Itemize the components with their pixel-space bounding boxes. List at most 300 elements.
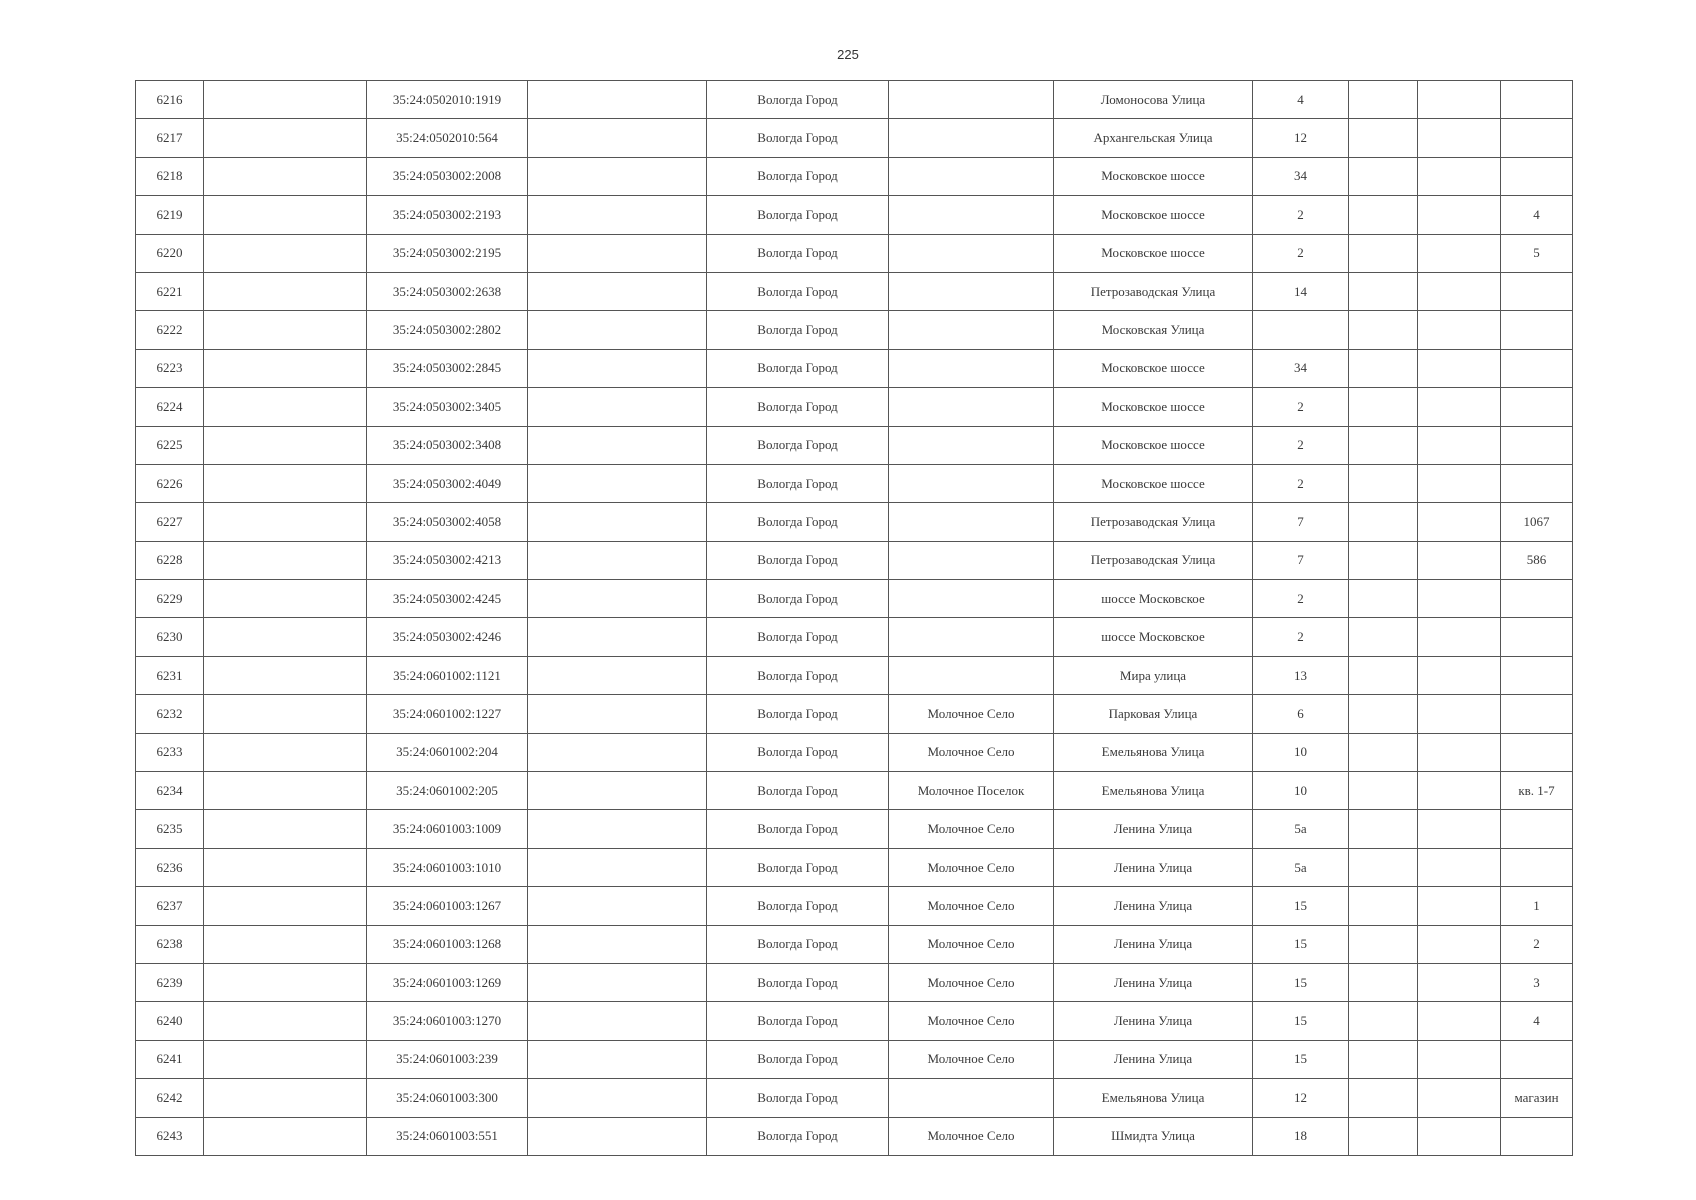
empty-cell [528,1117,707,1155]
empty-cell [1349,119,1418,157]
table-row [136,772,1573,810]
house-number-cell: 2 [1253,388,1349,426]
empty-cell [204,464,367,502]
row-number-cell: 6218 [136,157,204,195]
locality-cell [889,1079,1054,1117]
city-cell: Вологда Город [707,503,889,541]
house-number-cell: 2 [1253,426,1349,464]
empty-cell [528,772,707,810]
empty-cell [528,887,707,925]
empty-cell [528,119,707,157]
house-number-cell: 14 [1253,272,1349,310]
locality-cell: Молочное Село [889,848,1054,886]
empty-cell [204,157,367,195]
apartment-cell [1501,656,1573,694]
locality-cell [889,426,1054,464]
empty-cell [1418,1079,1501,1117]
street-cell: Ленина Улица [1054,810,1253,848]
city-cell: Вологда Город [707,464,889,502]
city-cell: Вологда Город [707,772,889,810]
city-cell: Вологда Город [707,695,889,733]
city-cell: Вологда Город [707,196,889,234]
house-number-cell: 2 [1253,580,1349,618]
table-body [136,81,1573,1156]
apartment-cell [1501,848,1573,886]
locality-cell [889,541,1054,579]
city-cell: Вологда Город [707,119,889,157]
empty-cell [528,695,707,733]
row-number-cell: 6233 [136,733,204,771]
street-cell: Мира улица [1054,656,1253,694]
house-number-cell: 18 [1253,1117,1349,1155]
row-number-cell: 6235 [136,810,204,848]
street-cell: Московская Улица [1054,311,1253,349]
street-cell: Петрозаводская Улица [1054,541,1253,579]
row-number-cell: 6232 [136,695,204,733]
city-cell: Вологда Город [707,157,889,195]
street-cell: Архангельская Улица [1054,119,1253,157]
empty-cell [1349,772,1418,810]
row-number-cell: 6231 [136,656,204,694]
empty-cell [528,963,707,1001]
table-row [136,1079,1573,1117]
cadastral-number-cell: 35:24:0503002:3408 [367,426,528,464]
empty-cell [1418,733,1501,771]
empty-cell [528,733,707,771]
locality-cell [889,580,1054,618]
house-number-cell: 5а [1253,848,1349,886]
empty-cell [204,695,367,733]
house-number-cell: 6 [1253,695,1349,733]
street-cell: Московское шоссе [1054,234,1253,272]
table-row [136,963,1573,1001]
street-cell: Московское шоссе [1054,196,1253,234]
locality-cell [889,464,1054,502]
empty-cell [204,311,367,349]
row-number-cell: 6225 [136,426,204,464]
empty-cell [1349,272,1418,310]
street-cell: Петрозаводская Улица [1054,503,1253,541]
empty-cell [528,503,707,541]
empty-cell [1418,1117,1501,1155]
cadastral-number-cell: 35:24:0503002:4245 [367,580,528,618]
empty-cell [528,272,707,310]
row-number-cell: 6216 [136,81,204,119]
cadastral-number-cell: 35:24:0601003:1010 [367,848,528,886]
empty-cell [528,157,707,195]
locality-cell [889,119,1054,157]
table-row [136,1117,1573,1155]
house-number-cell: 15 [1253,1040,1349,1078]
street-cell: шоссе Московское [1054,618,1253,656]
empty-cell [1349,810,1418,848]
empty-cell [204,1040,367,1078]
street-cell: Петрозаводская Улица [1054,272,1253,310]
city-cell: Вологда Город [707,234,889,272]
empty-cell [1349,618,1418,656]
house-number-cell: 10 [1253,772,1349,810]
house-number-cell: 15 [1253,963,1349,1001]
empty-cell [528,388,707,426]
apartment-cell [1501,1117,1573,1155]
house-number-cell: 34 [1253,157,1349,195]
empty-cell [528,81,707,119]
empty-cell [204,388,367,426]
table-row [136,848,1573,886]
apartment-cell: 2 [1501,925,1573,963]
empty-cell [1418,196,1501,234]
empty-cell [1349,81,1418,119]
row-number-cell: 6234 [136,772,204,810]
house-number-cell: 34 [1253,349,1349,387]
empty-cell [1418,656,1501,694]
apartment-cell: магазин [1501,1079,1573,1117]
empty-cell [1418,426,1501,464]
house-number-cell: 7 [1253,541,1349,579]
house-number-cell: 2 [1253,464,1349,502]
cadastral-number-cell: 35:24:0502010:1919 [367,81,528,119]
table-row [136,311,1573,349]
cadastral-number-cell: 35:24:0502010:564 [367,119,528,157]
cadastral-number-cell: 35:24:0601002:1227 [367,695,528,733]
table-row [136,1040,1573,1078]
empty-cell [1418,887,1501,925]
street-cell: Московское шоссе [1054,349,1253,387]
empty-cell [1349,311,1418,349]
street-cell: Шмидта Улица [1054,1117,1253,1155]
cadastral-number-cell: 35:24:0503002:2802 [367,311,528,349]
street-cell: Ленина Улица [1054,925,1253,963]
house-number-cell: 2 [1253,196,1349,234]
street-cell: Ленина Улица [1054,887,1253,925]
empty-cell [204,887,367,925]
empty-cell [204,272,367,310]
street-cell: Емельянова Улица [1054,772,1253,810]
apartment-cell: 4 [1501,196,1573,234]
apartment-cell: 5 [1501,234,1573,272]
city-cell: Вологда Город [707,1040,889,1078]
empty-cell [528,1040,707,1078]
locality-cell [889,234,1054,272]
property-table [135,80,1573,1156]
street-cell: Емельянова Улица [1054,733,1253,771]
apartment-cell: 1 [1501,887,1573,925]
row-number-cell: 6241 [136,1040,204,1078]
apartment-cell [1501,464,1573,502]
locality-cell [889,272,1054,310]
table-row [136,81,1573,119]
house-number-cell: 12 [1253,119,1349,157]
empty-cell [1418,81,1501,119]
page-number: 225 [837,47,859,62]
apartment-cell [1501,272,1573,310]
empty-cell [1349,695,1418,733]
empty-cell [1349,541,1418,579]
empty-cell [1418,1002,1501,1040]
apartment-cell [1501,618,1573,656]
table-row [136,196,1573,234]
empty-cell [528,925,707,963]
empty-cell [204,426,367,464]
empty-cell [1349,925,1418,963]
apartment-cell [1501,311,1573,349]
row-number-cell: 6229 [136,580,204,618]
empty-cell [1418,580,1501,618]
row-number-cell: 6222 [136,311,204,349]
table-row [136,503,1573,541]
empty-cell [1418,695,1501,733]
house-number-cell: 2 [1253,618,1349,656]
apartment-cell [1501,1040,1573,1078]
empty-cell [1349,196,1418,234]
empty-cell [528,464,707,502]
empty-cell [1349,1079,1418,1117]
row-number-cell: 6240 [136,1002,204,1040]
table-row [136,733,1573,771]
cadastral-number-cell: 35:24:0601002:205 [367,772,528,810]
cadastral-number-cell: 35:24:0503002:4246 [367,618,528,656]
row-number-cell: 6237 [136,887,204,925]
locality-cell [889,311,1054,349]
empty-cell [528,1079,707,1117]
house-number-cell: 15 [1253,925,1349,963]
city-cell: Вологда Город [707,1117,889,1155]
apartment-cell [1501,695,1573,733]
empty-cell [1349,349,1418,387]
empty-cell [1349,1002,1418,1040]
city-cell: Вологда Город [707,580,889,618]
row-number-cell: 6219 [136,196,204,234]
house-number-cell: 15 [1253,887,1349,925]
row-number-cell: 6220 [136,234,204,272]
apartment-cell: 1067 [1501,503,1573,541]
empty-cell [1349,503,1418,541]
street-cell: Московское шоссе [1054,426,1253,464]
apartment-cell [1501,426,1573,464]
empty-cell [528,234,707,272]
empty-cell [1349,1117,1418,1155]
empty-cell [204,1002,367,1040]
empty-cell [1349,464,1418,502]
city-cell: Вологда Город [707,541,889,579]
empty-cell [1349,887,1418,925]
street-cell: Московское шоссе [1054,464,1253,502]
row-number-cell: 6236 [136,848,204,886]
city-cell: Вологда Город [707,81,889,119]
empty-cell [1418,272,1501,310]
cadastral-number-cell: 35:24:0601003:551 [367,1117,528,1155]
empty-cell [1349,157,1418,195]
empty-cell [1349,234,1418,272]
row-number-cell: 6221 [136,272,204,310]
empty-cell [1418,1040,1501,1078]
row-number-cell: 6239 [136,963,204,1001]
city-cell: Вологда Город [707,311,889,349]
empty-cell [1349,963,1418,1001]
cadastral-number-cell: 35:24:0503002:3405 [367,388,528,426]
city-cell: Вологда Город [707,887,889,925]
locality-cell: Молочное Село [889,1002,1054,1040]
cadastral-number-cell: 35:24:0503002:4213 [367,541,528,579]
cadastral-number-cell: 35:24:0601003:1009 [367,810,528,848]
table-row [136,925,1573,963]
locality-cell [889,196,1054,234]
empty-cell [1349,388,1418,426]
city-cell: Вологда Город [707,349,889,387]
city-cell: Вологда Город [707,272,889,310]
row-number-cell: 6223 [136,349,204,387]
row-number-cell: 6242 [136,1079,204,1117]
locality-cell [889,157,1054,195]
cadastral-number-cell: 35:24:0601003:300 [367,1079,528,1117]
city-cell: Вологда Город [707,618,889,656]
empty-cell [528,848,707,886]
cadastral-number-cell: 35:24:0503002:2008 [367,157,528,195]
apartment-cell: 586 [1501,541,1573,579]
table-row [136,810,1573,848]
empty-cell [528,311,707,349]
empty-cell [204,580,367,618]
empty-cell [204,503,367,541]
table-row [136,695,1573,733]
empty-cell [528,618,707,656]
empty-cell [204,81,367,119]
city-cell: Вологда Город [707,848,889,886]
street-cell: Московское шоссе [1054,157,1253,195]
house-number-cell: 13 [1253,656,1349,694]
empty-cell [528,656,707,694]
empty-cell [204,1079,367,1117]
city-cell: Вологда Город [707,925,889,963]
row-number-cell: 6217 [136,119,204,157]
house-number-cell [1253,311,1349,349]
table-row [136,541,1573,579]
table-row [136,1002,1573,1040]
cadastral-number-cell: 35:24:0601003:1270 [367,1002,528,1040]
locality-cell: Молочное Село [889,925,1054,963]
locality-cell [889,503,1054,541]
cadastral-number-cell: 35:24:0601003:1267 [367,887,528,925]
empty-cell [204,925,367,963]
locality-cell [889,81,1054,119]
city-cell: Вологда Город [707,656,889,694]
empty-cell [1349,1040,1418,1078]
empty-cell [204,541,367,579]
cadastral-number-cell: 35:24:0503002:2195 [367,234,528,272]
table-row [136,618,1573,656]
empty-cell [204,810,367,848]
empty-cell [1418,119,1501,157]
table-row [136,580,1573,618]
empty-cell [1418,848,1501,886]
city-cell: Вологда Город [707,426,889,464]
row-number-cell: 6230 [136,618,204,656]
house-number-cell: 5а [1253,810,1349,848]
locality-cell [889,349,1054,387]
empty-cell [1349,848,1418,886]
empty-cell [528,541,707,579]
street-cell: Ленина Улица [1054,1002,1253,1040]
row-number-cell: 6226 [136,464,204,502]
locality-cell [889,388,1054,426]
apartment-cell: кв. 1-7 [1501,772,1573,810]
empty-cell [204,234,367,272]
empty-cell [204,733,367,771]
table-row [136,272,1573,310]
apartment-cell [1501,119,1573,157]
table-row [136,388,1573,426]
street-cell: Ломоносова Улица [1054,81,1253,119]
cadastral-number-cell: 35:24:0601003:239 [367,1040,528,1078]
apartment-cell [1501,81,1573,119]
empty-cell [204,196,367,234]
table-row [136,464,1573,502]
empty-cell [1418,234,1501,272]
cadastral-number-cell: 35:24:0503002:4049 [367,464,528,502]
city-cell: Вологда Город [707,1079,889,1117]
table-row [136,656,1573,694]
cadastral-number-cell: 35:24:0601003:1269 [367,963,528,1001]
empty-cell [1418,311,1501,349]
empty-cell [1349,733,1418,771]
apartment-cell: 3 [1501,963,1573,1001]
table-row [136,426,1573,464]
empty-cell [1349,580,1418,618]
apartment-cell: 4 [1501,1002,1573,1040]
row-number-cell: 6238 [136,925,204,963]
table-row [136,349,1573,387]
house-number-cell: 4 [1253,81,1349,119]
empty-cell [204,848,367,886]
street-cell: Ленина Улица [1054,848,1253,886]
cadastral-number-cell: 35:24:0503002:2193 [367,196,528,234]
locality-cell: Молочное Поселок [889,772,1054,810]
street-cell: Ленина Улица [1054,1040,1253,1078]
empty-cell [1418,925,1501,963]
street-cell: шоссе Московское [1054,580,1253,618]
empty-cell [1418,388,1501,426]
city-cell: Вологда Город [707,1002,889,1040]
street-cell: Московское шоссе [1054,388,1253,426]
empty-cell [1418,618,1501,656]
cadastral-number-cell: 35:24:0601003:1268 [367,925,528,963]
locality-cell: Молочное Село [889,733,1054,771]
empty-cell [528,349,707,387]
empty-cell [528,580,707,618]
table-row [136,887,1573,925]
table-row [136,157,1573,195]
locality-cell [889,618,1054,656]
empty-cell [1418,810,1501,848]
empty-cell [528,810,707,848]
street-cell: Ленина Улица [1054,963,1253,1001]
street-cell: Парковая Улица [1054,695,1253,733]
row-number-cell: 6243 [136,1117,204,1155]
apartment-cell [1501,157,1573,195]
apartment-cell [1501,733,1573,771]
empty-cell [204,349,367,387]
empty-cell [1349,426,1418,464]
empty-cell [1418,772,1501,810]
house-number-cell: 12 [1253,1079,1349,1117]
empty-cell [204,772,367,810]
city-cell: Вологда Город [707,963,889,1001]
empty-cell [1418,503,1501,541]
apartment-cell [1501,388,1573,426]
locality-cell: Молочное Село [889,963,1054,1001]
apartment-cell [1501,349,1573,387]
house-number-cell: 10 [1253,733,1349,771]
